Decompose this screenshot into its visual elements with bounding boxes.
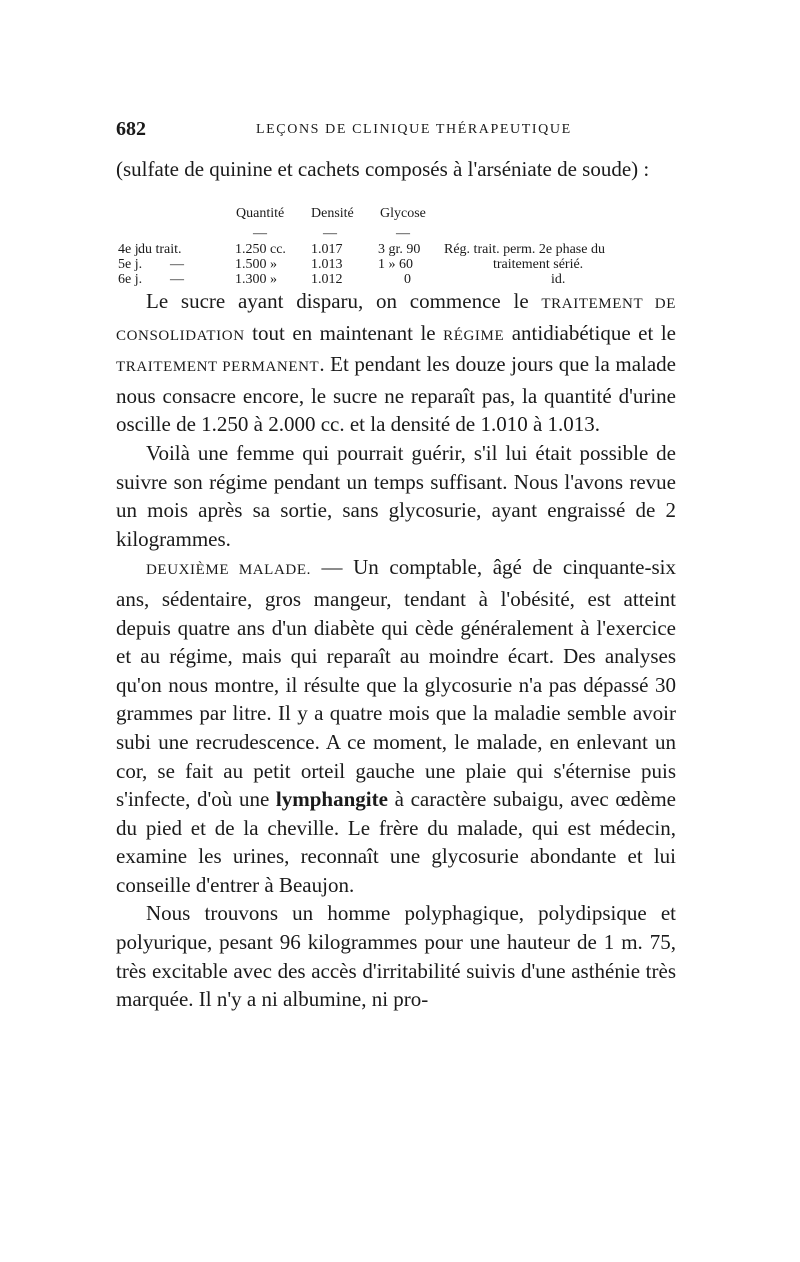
table-row [118, 272, 680, 287]
cell-densite: 1.012 [311, 272, 343, 287]
table-row [118, 242, 680, 257]
paragraph-outcome: Voilà une femme qui pourrait guérir, s'il lui était possible de suivre son régime pendant un temps suffisant. Nous l'avons revue un mois après sa sortie, sans glycosurie, ayant engraissé de 2 kilogrammes. [116, 440, 676, 551]
cell-trait: du trait. [138, 242, 182, 257]
cell-observation: traitement sérié. [493, 257, 584, 272]
bold-term: lymphangite [275, 787, 388, 812]
running-title: LEÇONS DE CLINIQUE THÉRAPEUTIQUE [256, 122, 572, 137]
dash-densite: — [323, 226, 337, 241]
paragraph-examination: Nous trouvons un homme polyphagique, polydipsique et polyurique, pesant 96 kilogrammes pour une hauteur de 1 m. 75, très excitable avec des accès d'irritabilité suivis d'une asthénie très marquée. Il n'y a ni albumine, ni pro- [116, 901, 676, 1012]
cell-day: 5e j. [118, 257, 143, 272]
text-run: à caractère subaigu, avec œdème du pied et de la cheville. Le frère du malade, qui est médecin, examine les urines, reconnaît une glycosurie abondante et lui conseille d'entrer à Beaujon. [116, 787, 676, 897]
cell-glycose: 0 [404, 272, 411, 287]
table-row [118, 257, 680, 272]
text-run: — Un comptable, âgé de cinquante-six ans, sédentaire, gros mangeur, tendant à l'obésité, est atteint depuis quatre ans d'un diabète qui cède généralement à l'exercice et au régime, mais qui reparaît au moindre écart. Des analyses qu'on nous montre, il résulte que la glycosurie n'a pas dépassé 30 grammes par litre. Il y a quatre mois que la maladie semble avoir subi une recrudescence. A ce moment, le malade, en enlevant un cor, se fait au petit orteil gauche une plaie qui s'éternise puis s'infecte, d'où une [116, 555, 677, 812]
cell-trait: — [170, 272, 184, 287]
header-glycose: Glycose [380, 206, 426, 221]
cell-glycose: 1 » 60 [378, 257, 413, 272]
cell-densite: 1.013 [311, 257, 343, 272]
cell-trait: — [170, 257, 184, 272]
cell-day: 6e j. [118, 272, 143, 287]
small-caps-term: TRAITEMENT DE CONSOLIDATION [116, 296, 676, 344]
urine-analysis-table [118, 206, 680, 287]
cell-glycose: 3 gr. 90 [378, 242, 421, 257]
cell-quantite: 1.250 cc. [235, 242, 286, 257]
header-dashes [118, 228, 680, 242]
text-run: tout en maintenant le [244, 320, 444, 345]
header-quantite: Quantité [236, 206, 285, 221]
small-caps-heading: DEUXIÈME MALADE. [146, 562, 311, 579]
text-run: Le sucre ayant disparu, on commence le [146, 289, 542, 313]
header-densite: Densité [311, 206, 354, 221]
paragraph-consolidation [116, 287, 676, 439]
cell-day: 4e j. [118, 242, 143, 257]
table-header [118, 206, 680, 228]
intro-line: (sulfate de quinine et cachets composés à l'arséniate de soude) : [116, 157, 650, 181]
dash-glycose: — [396, 226, 410, 241]
cell-quantite: 1.300 » [235, 272, 277, 287]
paragraph-second-patient [116, 553, 676, 899]
cell-observation: id. [551, 272, 566, 287]
small-caps-term: RÉGIME [443, 327, 505, 344]
page-header [116, 118, 676, 148]
cell-quantite: 1.500 » [235, 257, 277, 272]
page-number: 682 [116, 118, 146, 140]
text-run: . Et pendant les douze jours que la malade nous consacre encore, le sucre ne reparaît pas, la quantité d'urine oscille de 1.250 à 2.000 cc. et la densité de 1.010 à 1.013. [116, 352, 676, 437]
cell-densite: 1.017 [311, 242, 343, 257]
cell-observation: Rég. trait. perm. 2e phase du [444, 242, 605, 257]
dash-quantite: — [253, 226, 267, 241]
text-run: antidiabétique et le [504, 320, 676, 345]
small-caps-term: TRAITEMENT PERMANENT [116, 359, 320, 376]
body-text [116, 287, 676, 1014]
